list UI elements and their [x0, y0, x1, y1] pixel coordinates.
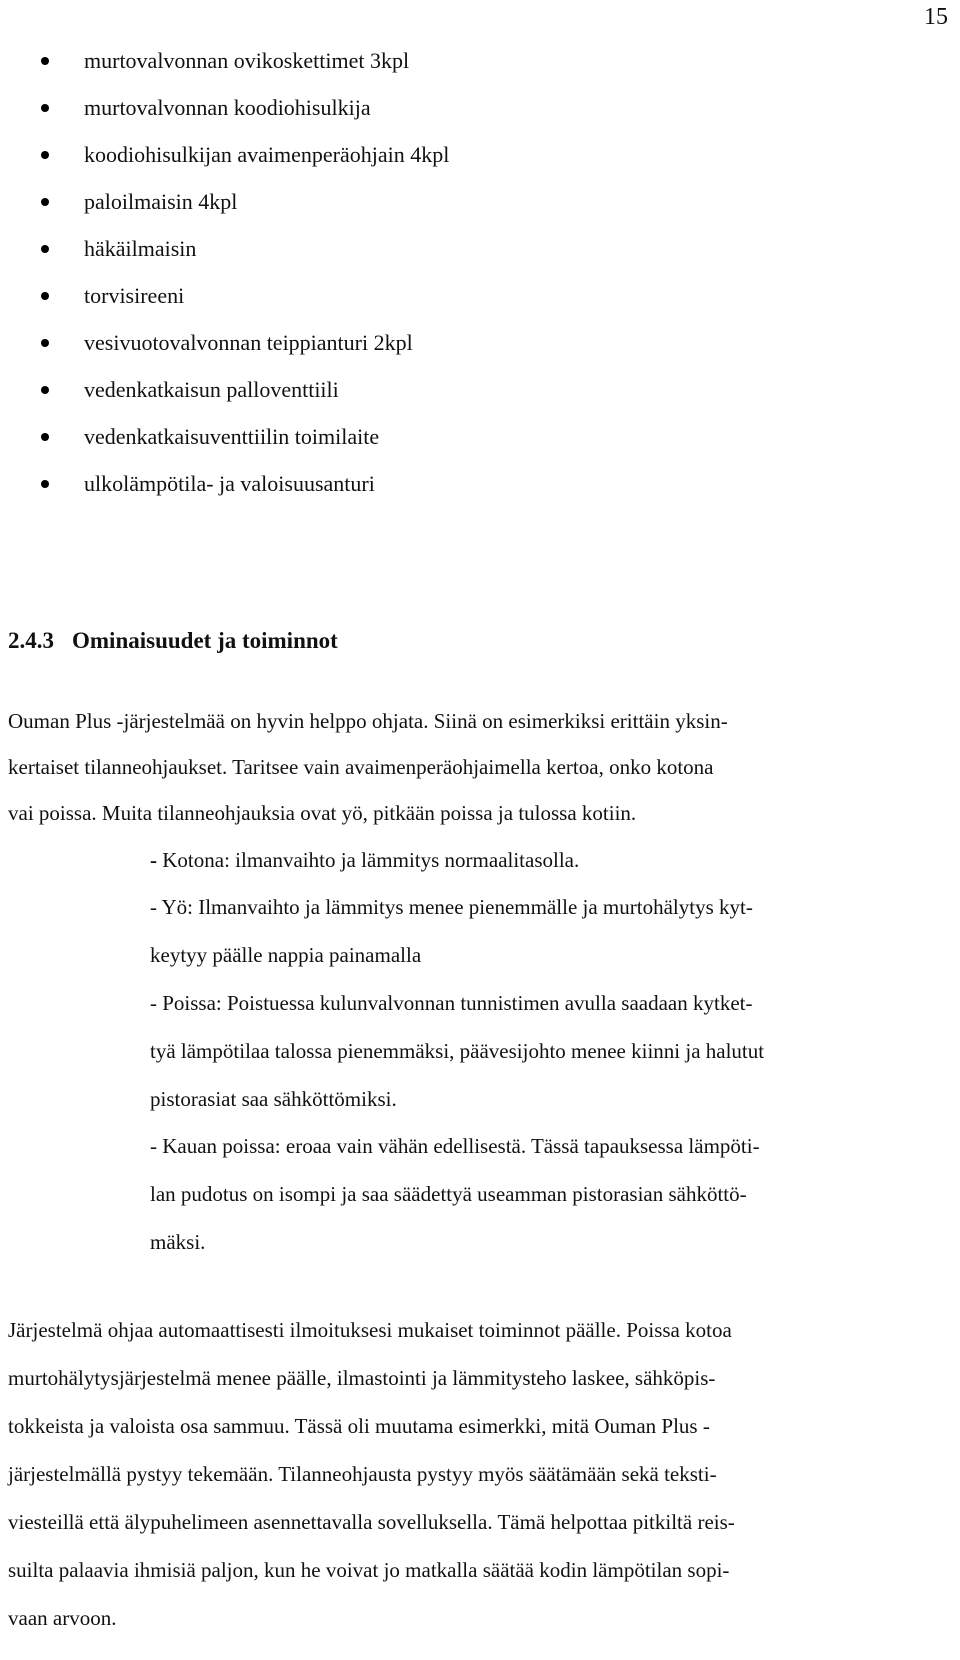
intro-line: vai poissa. Muita tilanneohjauksia ovat yö, pitkään poissa ja tulossa kotiin.	[8, 801, 637, 825]
bullet-dot-icon	[41, 480, 49, 488]
bullet-dot-icon	[41, 57, 49, 65]
closing-line: järjestelmällä pystyy tekemään. Tilanneohjausta pystyy myös säätämään sekä teksti-	[8, 1462, 717, 1486]
list-item-text: vedenkatkaisuventtiilin toimilaite	[84, 424, 380, 449]
list-item-text: ulkolämpötila- ja valoisuusanturi	[84, 471, 375, 496]
mode-kauan-line: lan pudotus on isompi ja saa säädettyä useamman pistorasian sähköttö-	[150, 1182, 747, 1206]
section-number: 2.4.3	[8, 628, 54, 653]
list-item-text: vedenkatkaisun palloventtiili	[84, 377, 339, 402]
list-item-text: murtovalvonnan koodiohisulkija	[84, 95, 371, 120]
list-item	[0, 42, 449, 89]
equipment-bullet-list	[0, 42, 449, 512]
mode-poissa-line: pistorasiat saa sähköttömiksi.	[150, 1087, 397, 1111]
mode-kotona-text: Kotona: ilmanvaihto ja lämmitys normaalitasolla.	[157, 848, 580, 872]
closing-line: murtohälytysjärjestelmä menee päälle, ilmastointi ja lämmitysteho laskee, sähköpis-	[8, 1366, 716, 1390]
bullet-dot-icon	[41, 292, 49, 300]
list-item	[0, 465, 449, 512]
section-title: Ominaisuudet ja toiminnot	[72, 628, 338, 653]
intro-line: Ouman Plus -järjestelmää on hyvin helppo ohjata. Siinä on esimerkiksi erittäin yksin-	[8, 709, 728, 733]
list-item	[0, 418, 449, 465]
mode-poissa-line: - Poissa: Poistuessa kulunvalvonnan tunnistimen avulla saadaan kytket-	[150, 991, 753, 1015]
bullet-dot-icon	[41, 245, 49, 253]
mode-poissa-line: tyä lämpötilaa talossa pienemmäksi, päävesijohto menee kiinni ja halutut	[150, 1039, 765, 1063]
section-heading	[8, 628, 338, 654]
bullet-dot-icon	[41, 104, 49, 112]
list-item	[0, 89, 449, 136]
list-item-text: paloilmaisin 4kpl	[84, 189, 238, 214]
bullet-dot-icon	[41, 386, 49, 394]
list-item-text: torvisireeni	[84, 283, 185, 308]
list-item	[0, 324, 449, 371]
bullet-dot-icon	[41, 151, 49, 159]
bullet-dot-icon	[41, 433, 49, 441]
mode-kauan-line: - Kauan poissa: eroaa vain vähän edellisestä. Tässä tapauksessa lämpöti-	[150, 1134, 760, 1158]
list-item-text: koodiohisulkijan avaimenperäohjain 4kpl	[84, 142, 450, 167]
list-item	[0, 136, 449, 183]
mode-yo-line: - Yö: Ilmanvaihto ja lämmitys menee pienemmälle ja murtohälytys kyt-	[150, 895, 753, 919]
list-item	[0, 183, 449, 230]
closing-line: vaan arvoon.	[8, 1606, 117, 1630]
bullet-dot-icon	[41, 198, 49, 206]
bullet-dot-icon	[41, 339, 49, 347]
closing-line: suilta palaavia ihmisiä paljon, kun he voivat jo matkalla säätää kodin lämpötilan sopi-	[8, 1558, 730, 1582]
list-item-text: vesivuotovalvonnan teippianturi 2kpl	[84, 330, 413, 355]
list-item-text: häkäilmaisin	[84, 236, 197, 261]
intro-line: kertaiset tilanneohjaukset. Taritsee vain avaimenperäohjaimella kertoa, onko kotona	[8, 755, 714, 779]
list-item	[0, 230, 449, 277]
closing-line: viesteillä että älypuhelimeen asennettavalla sovelluksella. Tämä helpottaa pitkiltä reis-	[8, 1510, 735, 1534]
page-number: 15	[924, 4, 948, 30]
closing-line: Järjestelmä ohjaa automaattisesti ilmoituksesi mukaiset toiminnot päälle. Poissa kotoa	[8, 1318, 732, 1342]
closing-line: tokkeista ja valoista osa sammuu. Tässä oli muutama esimerkki, mitä Ouman Plus -	[8, 1414, 710, 1438]
mode-kauan-line: mäksi.	[150, 1230, 206, 1254]
bold-dash: -	[150, 848, 157, 872]
list-item-text: murtovalvonnan ovikoskettimet 3kpl	[84, 48, 410, 73]
list-item	[0, 277, 449, 324]
mode-kotona	[150, 848, 579, 873]
mode-yo-line: keytyy päälle nappia painamalla	[150, 943, 422, 967]
list-item	[0, 371, 449, 418]
